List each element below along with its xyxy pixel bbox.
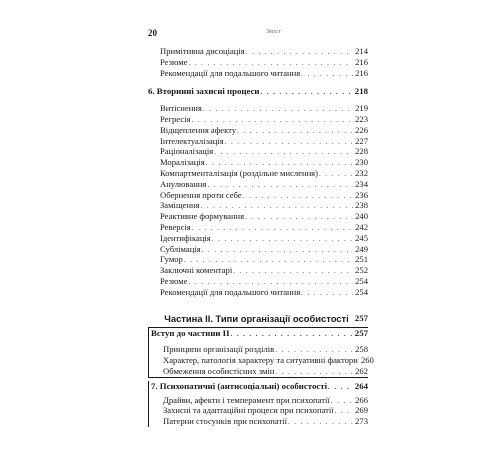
toc-group-c xyxy=(151,344,374,376)
toc-entry-page: 230 xyxy=(355,157,368,168)
toc-entry[interactable] xyxy=(151,405,368,416)
toc-entry[interactable] xyxy=(151,355,374,366)
toc-chapter-title: 6. Вторинні захисні процеси xyxy=(148,86,260,97)
toc-intro-page: 257 xyxy=(354,327,368,338)
toc-entry-title: Відщеплення афекту xyxy=(160,124,237,135)
toc-entry-page: 238 xyxy=(355,200,368,211)
toc-entry-title: Витіснення xyxy=(160,103,202,114)
toc-entry-page: 273 xyxy=(355,416,368,427)
toc-entry[interactable] xyxy=(148,276,368,287)
toc-entry-page: 214 xyxy=(355,46,368,56)
toc-entry-page: 249 xyxy=(355,243,368,254)
toc-entry-page: 258 xyxy=(355,344,368,355)
toc-entry-page: 240 xyxy=(355,211,368,222)
toc-entry[interactable] xyxy=(148,222,368,233)
toc-entry-title: Характер, патологія характеру та ситуативні фактори xyxy=(163,355,358,366)
dot-leader xyxy=(275,367,353,378)
toc-entry-page: 226 xyxy=(355,124,368,135)
toc-entry[interactable] xyxy=(151,395,368,406)
toc-entry[interactable] xyxy=(151,344,368,355)
toc-entry-title: Принципи організації розділів xyxy=(163,344,275,355)
toc-entry-page: 232 xyxy=(355,167,368,178)
toc-entry[interactable] xyxy=(148,179,368,190)
toc-entry-page: 252 xyxy=(355,265,368,276)
dot-leader xyxy=(301,288,353,299)
toc-chapter-title: 7. Психопатичні (антисоціальні) особистості xyxy=(151,380,328,391)
toc-entry-title: Інтелектуалізація xyxy=(160,135,224,146)
toc-entry-page: 228 xyxy=(355,146,368,157)
toc-entry-title: Компартменталізація (роздільне мислення) xyxy=(160,167,318,178)
dot-leader xyxy=(301,69,353,80)
toc-entry-title: Моралізація xyxy=(160,157,205,168)
toc-intro[interactable] xyxy=(151,328,368,339)
toc-entry-page: 245 xyxy=(355,232,368,243)
toc-part-2[interactable] xyxy=(146,312,368,325)
toc-entry-page: 234 xyxy=(355,178,368,189)
toc-entry-page: 260 xyxy=(360,355,374,366)
toc-entry-title: Рекомендації для подальшого читання xyxy=(160,67,301,78)
toc-entry[interactable] xyxy=(148,146,368,157)
toc-entry[interactable] xyxy=(148,136,368,147)
toc-entry[interactable] xyxy=(148,287,368,298)
toc-entry-title: Заключні коментарі xyxy=(160,265,233,276)
toc-entry-title: Обмеження особистісних змін xyxy=(163,365,275,376)
toc-entry-page: 216 xyxy=(355,67,368,78)
table-of-contents xyxy=(148,46,374,427)
dot-leader xyxy=(231,329,353,340)
toc-entry-page: 242 xyxy=(355,221,368,232)
toc-entry[interactable] xyxy=(148,233,368,244)
toc-part-title: Частина ІІ. Типи організації особистості xyxy=(164,312,349,324)
toc-entry[interactable] xyxy=(151,366,368,377)
toc-entry[interactable] xyxy=(148,265,368,276)
toc-entry[interactable] xyxy=(148,125,368,136)
page-number: 20 xyxy=(148,28,157,38)
toc-entry[interactable] xyxy=(148,68,368,79)
toc-entry-title: Ідентифікація xyxy=(160,232,211,243)
toc-entry-title: Резюме xyxy=(160,275,188,286)
running-title: Зміст xyxy=(266,29,282,35)
intro-box xyxy=(148,327,374,377)
toc-entry-title: Захисні та адаптаційні процеси при психопатії xyxy=(163,405,334,416)
page-header xyxy=(148,28,368,40)
toc-entry-title: Регресія xyxy=(160,113,191,124)
toc-entry-title: Примітивна дисоціація xyxy=(160,46,245,56)
toc-entry[interactable] xyxy=(148,190,368,201)
toc-entry-title: Обернення проти себе xyxy=(160,189,242,200)
toc-entry[interactable] xyxy=(148,103,368,114)
toc-group-a xyxy=(148,46,368,78)
toc-entry-page: 216 xyxy=(355,56,368,67)
toc-entry-page: 236 xyxy=(355,189,368,200)
toc-intro-title: Вступ до частини ІІ xyxy=(151,327,230,338)
toc-entry[interactable] xyxy=(148,200,368,211)
toc-chapter-6[interactable] xyxy=(148,86,368,97)
toc-entry-page: 251 xyxy=(355,254,368,265)
toc-entry[interactable] xyxy=(148,157,368,168)
toc-entry-title: Резюме xyxy=(160,56,188,67)
toc-entry-title: Гумор xyxy=(160,254,183,265)
toc-entry-title: Реверсія xyxy=(160,221,191,232)
toc-chapter-page: 218 xyxy=(354,86,368,97)
toc-part-page: 257 xyxy=(354,312,368,323)
toc-entry-title: Раціоналізація xyxy=(160,146,214,157)
chapter7-box xyxy=(148,381,368,427)
toc-entry-page: 223 xyxy=(355,113,368,124)
toc-chapter-page: 264 xyxy=(354,380,368,391)
toc-group-d xyxy=(151,395,368,427)
toc-entry[interactable] xyxy=(148,57,368,68)
toc-entry-title: Реактивне формування xyxy=(160,211,245,222)
toc-entry-page: 262 xyxy=(355,365,368,376)
toc-entry[interactable] xyxy=(148,211,368,222)
toc-entry-page: 219 xyxy=(355,103,368,114)
toc-entry-title: Сублімація xyxy=(160,243,201,254)
toc-entry-title: Рекомендації для подальшого читання xyxy=(160,286,301,297)
dot-leader xyxy=(260,87,353,98)
toc-entry-title: Драйви, афекти і темперамент при психопатії xyxy=(163,394,330,405)
toc-entry[interactable] xyxy=(148,168,368,179)
toc-entry-page: 254 xyxy=(355,275,368,286)
toc-entry[interactable] xyxy=(148,254,368,265)
toc-chapter-7[interactable] xyxy=(151,381,368,392)
toc-entry[interactable] xyxy=(148,244,368,255)
toc-entry[interactable] xyxy=(148,114,368,125)
toc-entry-page: 254 xyxy=(355,286,368,297)
toc-entry-page: 266 xyxy=(355,394,368,405)
toc-entry-title: Заміщення xyxy=(160,200,200,211)
toc-entry-title: Анулювання xyxy=(160,178,207,189)
toc-entry[interactable] xyxy=(148,46,368,57)
toc-entry[interactable] xyxy=(151,416,368,427)
toc-entry-page: 227 xyxy=(355,135,368,146)
dot-leader xyxy=(288,417,353,428)
toc-group-b xyxy=(148,103,368,297)
toc-entry-page: 269 xyxy=(355,405,368,416)
dot-leader xyxy=(328,382,353,393)
toc-entry-title: Патерни стосунків при психопатії xyxy=(163,416,287,427)
